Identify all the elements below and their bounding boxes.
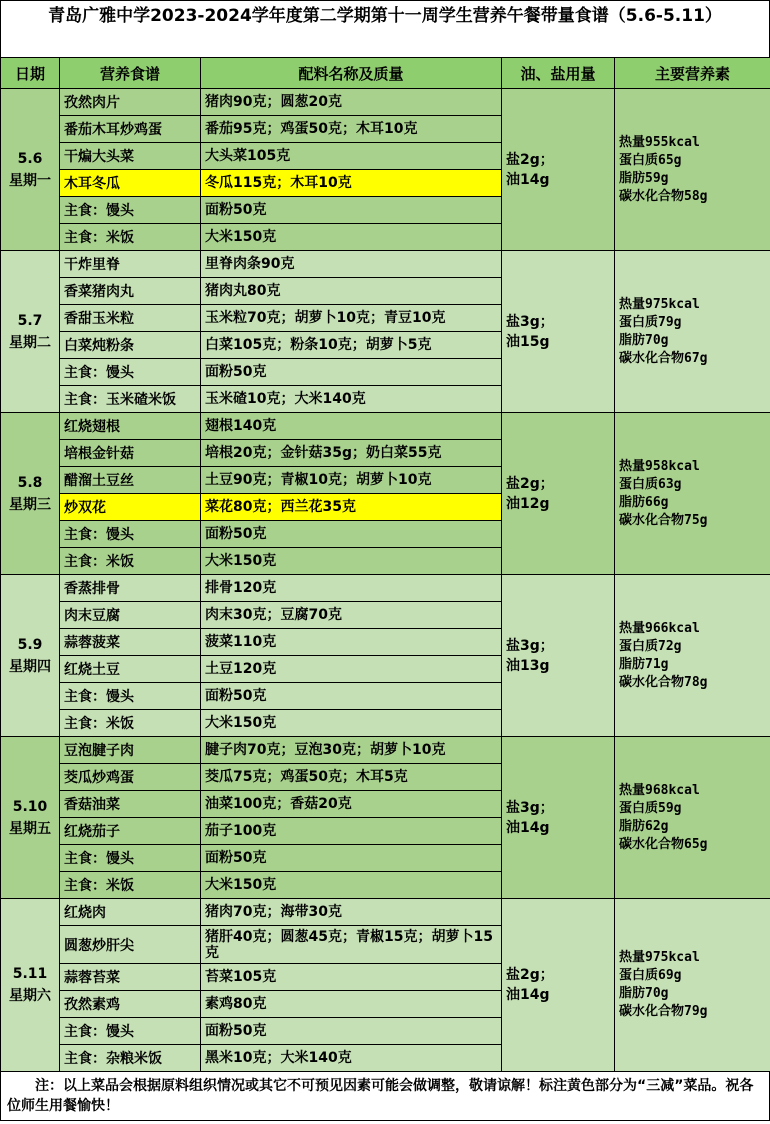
weekday-label: 星期一 [9, 172, 51, 189]
dish-name: 培根金针菇 [60, 440, 201, 467]
ingredients-text: 黑米10克；大米140克 [201, 1045, 502, 1072]
ingredients-text: 土豆120克 [201, 656, 502, 683]
ingredients-text: 菠菜110克 [201, 629, 502, 656]
dish-name: 主食：馒头 [60, 197, 201, 224]
header-ingredients: 配料名称及质量 [201, 58, 502, 89]
oil-amount: 油13g [506, 657, 550, 674]
ingredients-text: 面粉50克 [201, 359, 502, 386]
dish-name: 炒双花 [60, 494, 201, 521]
date-cell [1, 737, 60, 899]
nutrition-cell [615, 251, 770, 413]
dish-name: 茭瓜炒鸡蛋 [60, 764, 201, 791]
nutrient-value: 脂肪66g [619, 494, 669, 510]
ingredients-text: 茭瓜75克；鸡蛋50克；木耳5克 [201, 764, 502, 791]
nutrient-value: 蛋白质63g [619, 476, 682, 492]
table-row [1, 575, 770, 602]
ingredients-text: 面粉50克 [201, 1018, 502, 1045]
dish-name: 木耳冬瓜 [60, 170, 201, 197]
ingredients-text: 排骨120克 [201, 575, 502, 602]
dish-name: 红烧土豆 [60, 656, 201, 683]
date-label: 5.8 [17, 474, 43, 491]
ingredients-text: 玉米粒70克；胡萝卜10克；青豆10克 [201, 305, 502, 332]
weekday-label: 星期二 [9, 334, 51, 351]
dish-name: 豆泡腱子肉 [60, 737, 201, 764]
salt-amount: 盐2g； [506, 967, 554, 983]
oil-amount: 油14g [506, 987, 550, 1003]
nutrition-cell [615, 413, 770, 575]
dish-name: 香蒸排骨 [60, 575, 201, 602]
ingredients-text: 白菜105克；粉条10克；胡萝卜5克 [201, 332, 502, 359]
dish-name: 主食：米饭 [60, 872, 201, 899]
dish-name: 主食：米饭 [60, 548, 201, 575]
oil-salt-cell [502, 899, 615, 1072]
table-row [1, 413, 770, 440]
nutrition-cell [615, 899, 770, 1072]
table-row [1, 737, 770, 764]
menu-table [0, 57, 770, 1072]
nutrient-value: 热量958kcal [619, 458, 700, 474]
date-label: 5.11 [12, 966, 48, 982]
weekday-label: 星期六 [9, 988, 51, 1004]
date-label: 5.6 [17, 150, 43, 167]
nutrition-cell [615, 89, 770, 251]
ingredients-text: 茄子100克 [201, 818, 502, 845]
ingredients-text: 大头菜105克 [201, 143, 502, 170]
salt-amount: 盐3g； [506, 313, 554, 330]
header-nutrition: 主要营养素 [615, 58, 770, 89]
dish-name: 主食：馒头 [60, 521, 201, 548]
nutrition-cell [615, 737, 770, 899]
oil-salt-cell [502, 737, 615, 899]
ingredients-text: 猪肉70克；海带30克 [201, 899, 502, 926]
dish-name: 主食：馒头 [60, 1018, 201, 1045]
nutrient-value: 蛋白质69g [619, 968, 682, 983]
nutrient-value: 碳水化合物58g [619, 188, 708, 204]
date-label: 5.9 [17, 636, 43, 653]
ingredients-text: 大米150克 [201, 710, 502, 737]
dish-name: 红烧翅根 [60, 413, 201, 440]
dish-name: 白菜炖粉条 [60, 332, 201, 359]
nutrient-value: 热量975kcal [619, 950, 700, 965]
ingredients-text: 面粉50克 [201, 845, 502, 872]
salt-amount: 盐3g； [506, 637, 554, 654]
salt-amount: 盐2g； [506, 151, 554, 168]
nutrient-value: 碳水化合物79g [619, 1004, 708, 1019]
oil-amount: 油15g [506, 333, 550, 350]
ingredients-text: 大米150克 [201, 224, 502, 251]
nutrient-value: 脂肪59g [619, 170, 669, 186]
dish-name: 肉末豆腐 [60, 602, 201, 629]
page-title: 青岛广雅中学2023-2024学年度第二学期第十一周学生营养午餐带量食谱（5.6-5.11） [0, 0, 770, 57]
salt-amount: 盐2g； [506, 475, 554, 492]
dish-name: 香甜玉米粒 [60, 305, 201, 332]
menu-body [1, 89, 770, 1072]
table-row [1, 899, 770, 926]
nutrient-value: 蛋白质65g [619, 152, 682, 168]
nutrient-value: 脂肪71g [619, 656, 669, 672]
ingredients-text: 培根20克；金针菇35g；奶白菜55克 [201, 440, 502, 467]
date-cell [1, 413, 60, 575]
table-header-row [1, 58, 770, 89]
ingredients-text: 面粉50克 [201, 197, 502, 224]
dish-name: 红烧肉 [60, 899, 201, 926]
weekday-label: 星期四 [9, 658, 51, 675]
dish-name: 蒜蓉菠菜 [60, 629, 201, 656]
oil-salt-cell [502, 89, 615, 251]
dish-name: 蒜蓉苔菜 [60, 964, 201, 991]
ingredients-text: 腱子肉70克；豆泡30克；胡萝卜10克 [201, 737, 502, 764]
dish-name: 主食：米饭 [60, 710, 201, 737]
date-cell [1, 575, 60, 737]
nutrient-value: 热量955kcal [619, 134, 700, 150]
dish-name: 干煸大头菜 [60, 143, 201, 170]
dish-name: 孜然肉片 [60, 89, 201, 116]
ingredients-text: 面粉50克 [201, 521, 502, 548]
ingredients-text: 里脊肉条90克 [201, 251, 502, 278]
dish-name: 主食：馒头 [60, 683, 201, 710]
date-cell [1, 89, 60, 251]
date-label: 5.7 [17, 312, 43, 329]
dish-name: 孜然素鸡 [60, 991, 201, 1018]
nutrient-value: 碳水化合物75g [619, 512, 708, 528]
ingredients-text: 菜花80克；西兰花35克 [201, 494, 502, 521]
weekday-label: 星期三 [9, 496, 51, 513]
ingredients-text: 大米150克 [201, 548, 502, 575]
nutrient-value: 蛋白质72g [619, 638, 682, 654]
dish-name: 番茄木耳炒鸡蛋 [60, 116, 201, 143]
dish-name: 香菜猪肉丸 [60, 278, 201, 305]
salt-amount: 盐3g； [506, 799, 554, 816]
oil-salt-cell [502, 575, 615, 737]
nutrient-value: 脂肪62g [619, 818, 669, 834]
dish-name: 主食：杂粮米饭 [60, 1045, 201, 1072]
header-date: 日期 [1, 58, 60, 89]
ingredients-text: 翅根140克 [201, 413, 502, 440]
dish-name: 主食：玉米碴米饭 [60, 386, 201, 413]
ingredients-text: 土豆90克；青椒10克；胡萝卜10克 [201, 467, 502, 494]
dish-name: 香菇油菜 [60, 791, 201, 818]
nutrient-value: 碳水化合物67g [619, 350, 708, 366]
ingredients-text: 玉米碴10克；大米140克 [201, 386, 502, 413]
nutrient-value: 热量975kcal [619, 296, 700, 312]
ingredients-text: 油菜100克；香菇20克 [201, 791, 502, 818]
ingredients-text: 猪肉90克；圆葱20克 [201, 89, 502, 116]
oil-amount: 油12g [506, 495, 550, 512]
ingredients-text: 面粉50克 [201, 683, 502, 710]
ingredients-text: 素鸡80克 [201, 991, 502, 1018]
date-cell [1, 251, 60, 413]
dish-name: 干炸里脊 [60, 251, 201, 278]
nutrient-value: 蛋白质59g [619, 800, 682, 816]
oil-salt-cell [502, 251, 615, 413]
nutrient-value: 蛋白质79g [619, 314, 682, 330]
ingredients-text: 猪肉丸80克 [201, 278, 502, 305]
dish-name: 主食：米饭 [60, 224, 201, 251]
table-row [1, 89, 770, 116]
nutrient-value: 脂肪70g [619, 332, 669, 348]
dish-name: 圆葱炒肝尖 [60, 926, 201, 964]
oil-salt-cell [502, 413, 615, 575]
ingredients-text: 冬瓜115克；木耳10克 [201, 170, 502, 197]
ingredients-text: 肉末30克；豆腐70克 [201, 602, 502, 629]
ingredients-text: 大米150克 [201, 872, 502, 899]
weekday-label: 星期五 [9, 820, 51, 837]
nutrient-value: 碳水化合物65g [619, 836, 708, 852]
header-oil-salt: 油、盐用量 [502, 58, 615, 89]
oil-amount: 油14g [506, 171, 550, 188]
date-label: 5.10 [12, 798, 48, 815]
ingredients-text: 苔菜105克 [201, 964, 502, 991]
dish-name: 主食：馒头 [60, 359, 201, 386]
table-row [1, 251, 770, 278]
nutrient-value: 碳水化合物78g [619, 674, 708, 690]
nutrient-value: 热量968kcal [619, 782, 700, 798]
dish-name: 红烧茄子 [60, 818, 201, 845]
nutrition-cell [615, 575, 770, 737]
oil-amount: 油14g [506, 819, 550, 836]
date-cell [1, 899, 60, 1072]
header-dish: 营养食谱 [60, 58, 201, 89]
ingredients-text: 猪肝40克；圆葱45克；青椒15克；胡萝卜15克 [201, 926, 502, 964]
dish-name: 主食：馒头 [60, 845, 201, 872]
nutrient-value: 热量966kcal [619, 620, 700, 636]
footer-note: 注：以上菜品会根据原料组织情况或其它不可预见因素可能会做调整，敬请谅解！标注黄色部分为“三减”菜品。祝各位师生用餐愉快！ [0, 1072, 770, 1121]
ingredients-text: 番茄95克；鸡蛋50克；木耳10克 [201, 116, 502, 143]
dish-name: 醋溜土豆丝 [60, 467, 201, 494]
nutrient-value: 脂肪70g [619, 986, 669, 1001]
